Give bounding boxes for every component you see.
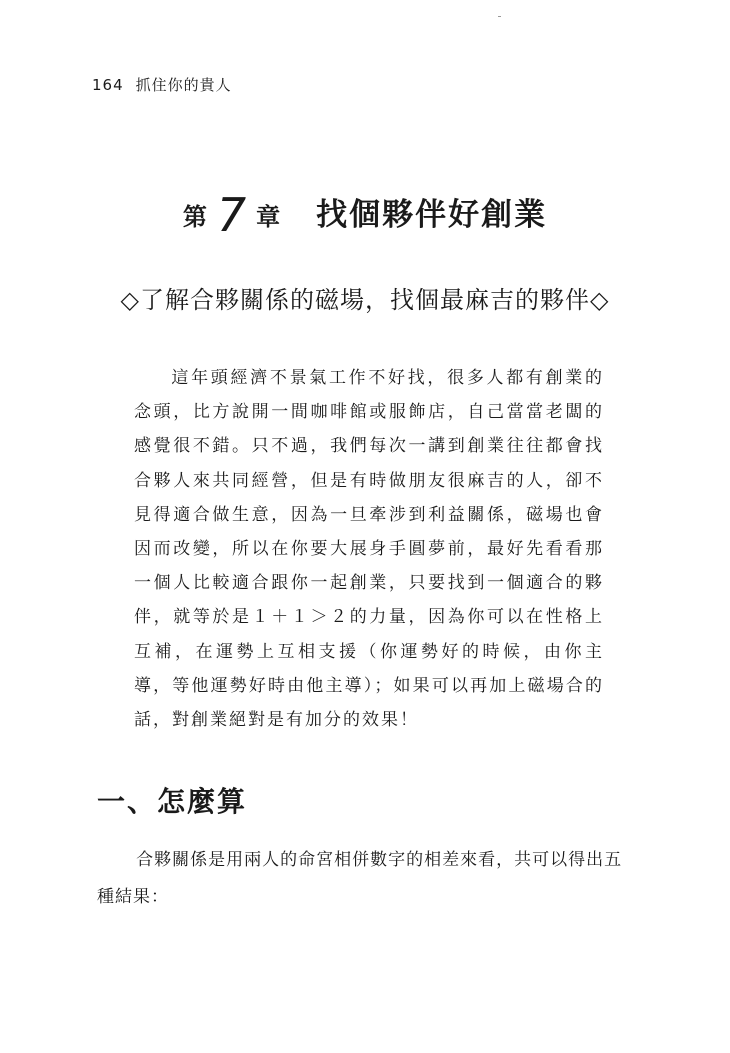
intro-paragraph: 這年頭經濟不景氣工作不好找，很多人都有創業的念頭，比方說開一間咖啡館或服飾店，自己當當老闆的感覺很不錯。只不過，我們每次一講到創業往往都會找合夥人來共同經營，但是有時做朋友很麻吉的人，卻不見得適合做生意，因為一旦牽涉到利益關係，磁場也會因而改變，所以在你要大展身手圓夢前，最好先看看那一個人比較適合跟你一起創業，只要找到一個適合的夥伴，就等於是１＋１＞２的力量，因為你可以在性格上互補，在運勢上互相支援（你運勢好的時候，由你主導，等他運勢好時由他主導）；如果可以再加上磁場合的話，對創業絕對是有加分的效果！ [134,368,604,731]
running-header [92,74,232,95]
page-number: 164 [92,76,124,94]
section-heading: 一、怎麼算 [97,785,248,818]
chapter-label-prefix: 第 [182,203,209,231]
section-paragraph: 合夥關係是用兩人的命宮相併數字的相差來看，共可以得出五種結果： [97,850,623,907]
scan-mark [498,16,501,17]
chapter-name: 找個夥伴好創業 [316,197,548,233]
chapter-label-suffix: 章 [256,203,283,231]
chapter-number: 7 [216,188,249,242]
book-title: 抓住你的貴人 [135,76,232,94]
chapter-subtitle: ◇了解合夥關係的磁場，找個最麻吉的夥伴◇ [120,286,610,314]
chapter-title [0,188,730,242]
